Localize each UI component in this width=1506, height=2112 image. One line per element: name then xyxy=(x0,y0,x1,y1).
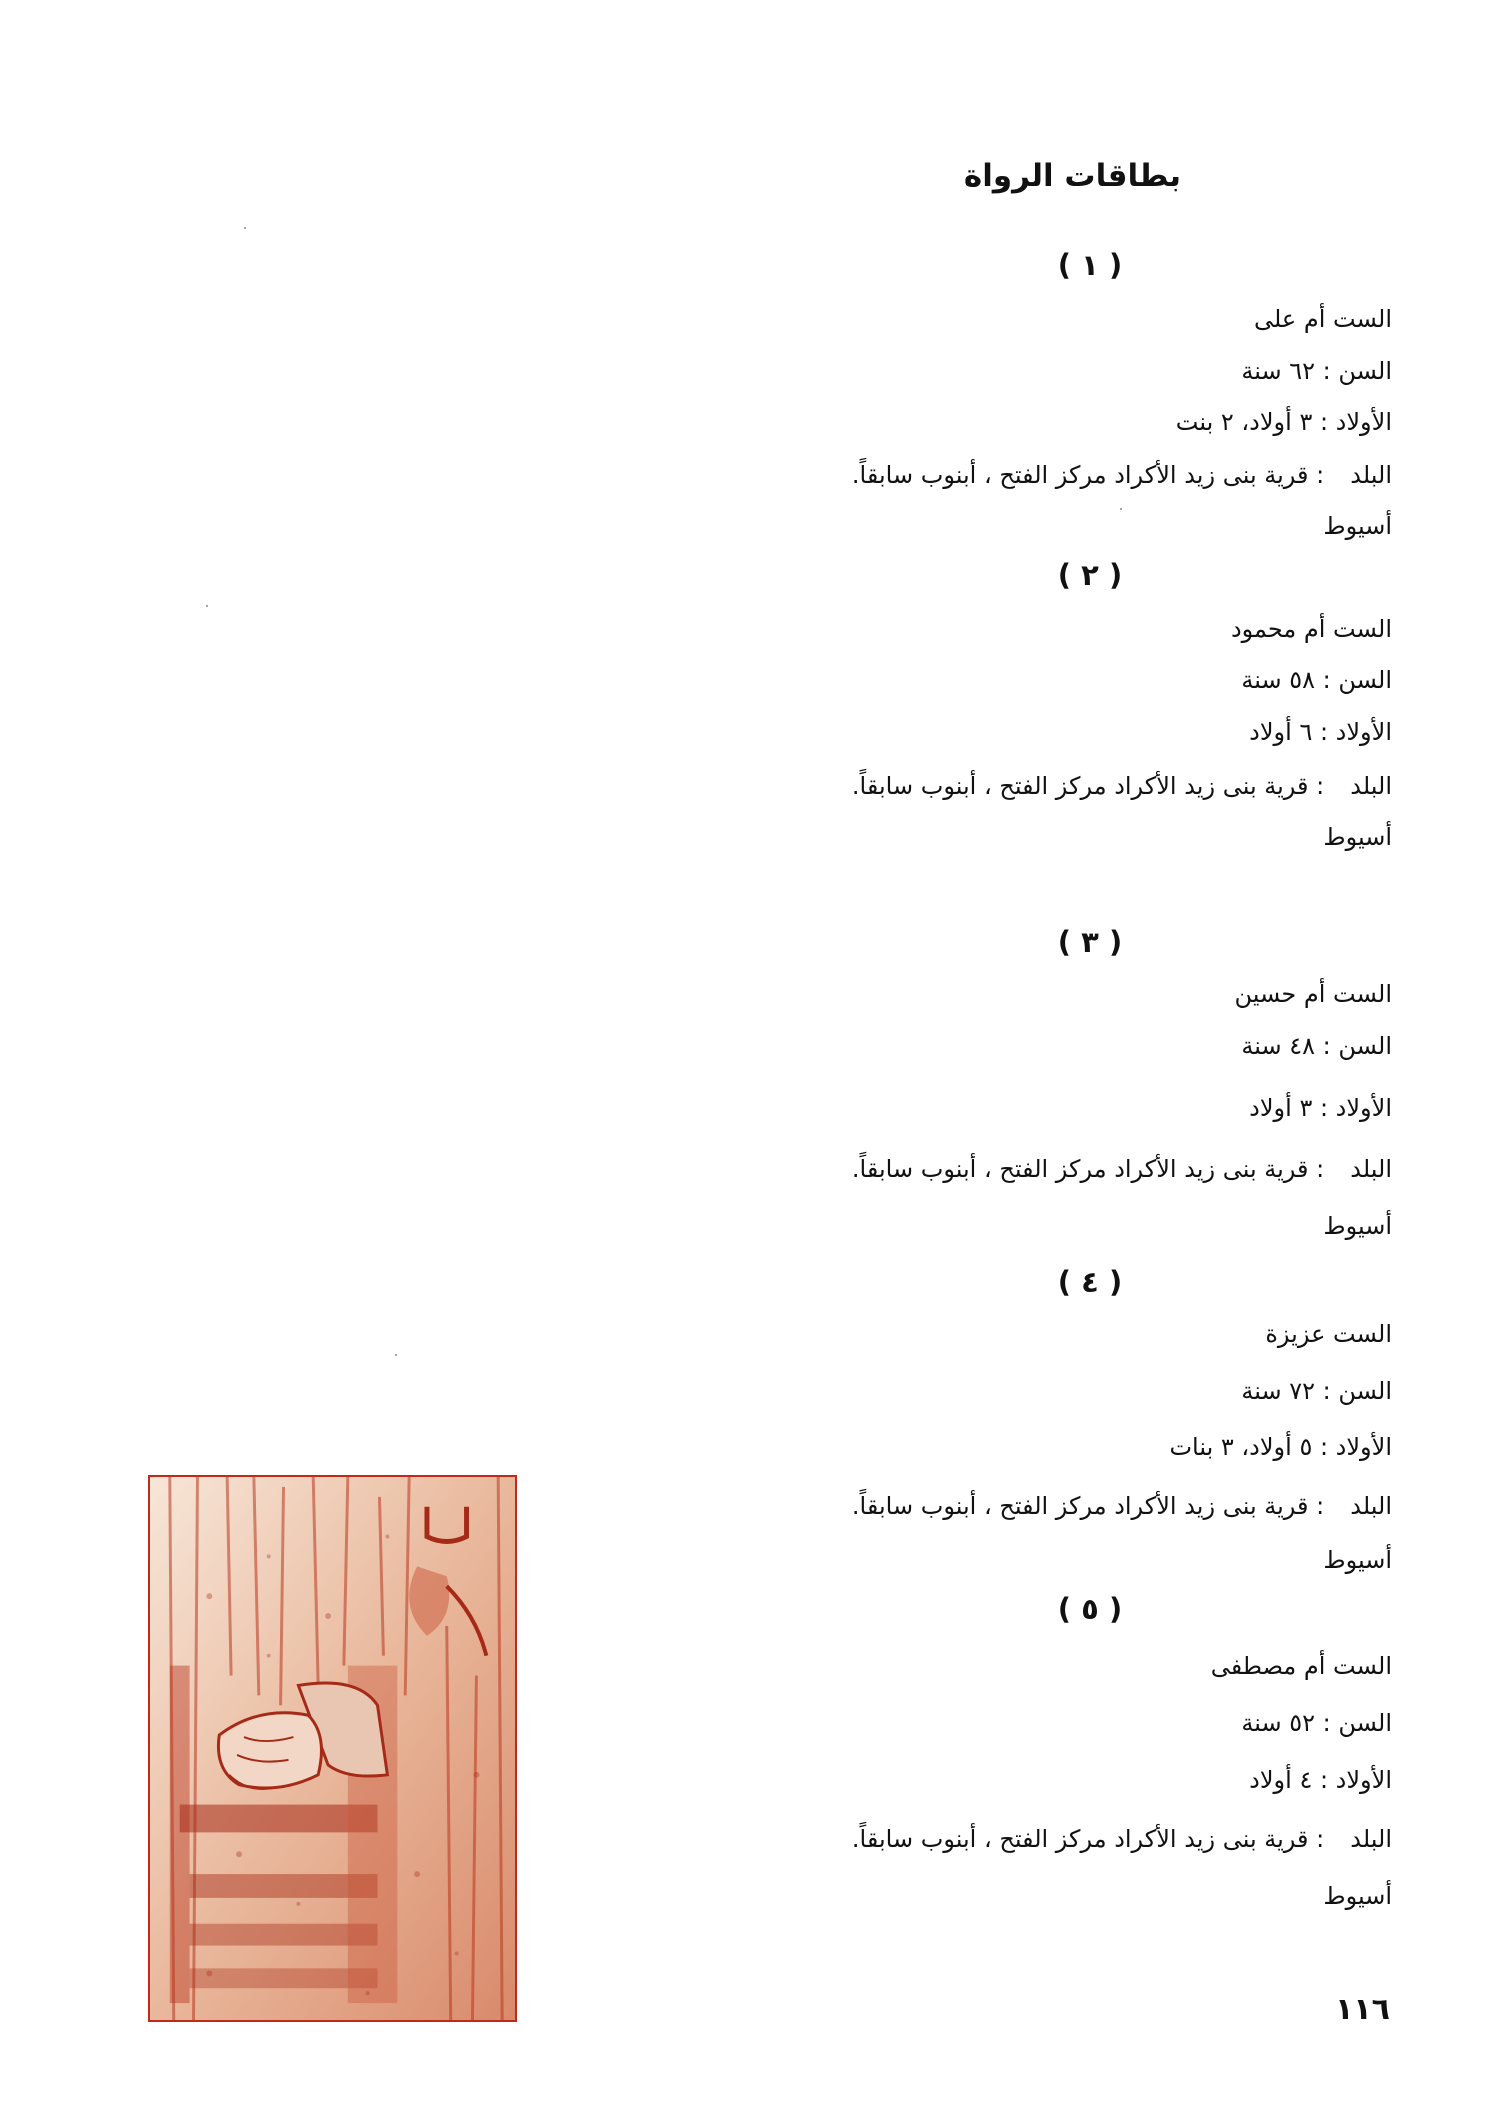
narrator-age: السن : ٦٢ سنة xyxy=(1241,357,1392,385)
carved-relief-illustration xyxy=(148,1475,517,2022)
scan-speck xyxy=(1120,508,1122,510)
narrator-age: السن : ٤٨ سنة xyxy=(1241,1032,1392,1060)
place-continuation: أسيوط xyxy=(1323,1546,1392,1574)
place-label: البلد xyxy=(1350,772,1392,800)
narrator-name: الست أم محمود xyxy=(1230,615,1392,643)
narrator-children: الأولاد : ٣ أولاد، ٢ بنت xyxy=(1175,408,1392,436)
scan-speck xyxy=(206,605,208,607)
place-label: البلد xyxy=(1350,1825,1392,1853)
narrator-age: السن : ٥٢ سنة xyxy=(1241,1709,1392,1737)
narrator-children: الأولاد : ٤ أولاد xyxy=(1249,1766,1392,1794)
narrator-age: السن : ٧٢ سنة xyxy=(1241,1377,1392,1405)
scan-speck xyxy=(244,227,246,229)
place-value: : قرية بنى زيد الأكراد مركز الفتح ، أبنوب سابقاً. xyxy=(851,461,1325,489)
card-number: ( ٣ ) xyxy=(1057,925,1123,959)
place-continuation: أسيوط xyxy=(1323,1212,1392,1240)
narrator-place xyxy=(852,1492,1392,1520)
narrator-name: الست أم مصطفى xyxy=(1210,1652,1392,1680)
narrator-name: الست أم حسين xyxy=(1234,980,1392,1008)
narrator-children: الأولاد : ٥ أولاد، ٣ بنات xyxy=(1169,1433,1392,1461)
place-value: : قرية بنى زيد الأكراد مركز الفتح ، أبنوب سابقاً. xyxy=(851,1155,1325,1183)
place-label: البلد xyxy=(1350,1492,1392,1520)
card-number: ( ١ ) xyxy=(1057,248,1123,282)
place-label: البلد xyxy=(1350,461,1392,489)
place-continuation: أسيوط xyxy=(1323,512,1392,540)
place-continuation: أسيوط xyxy=(1323,1882,1392,1910)
place-value: : قرية بنى زيد الأكراد مركز الفتح ، أبنوب سابقاً. xyxy=(851,1825,1325,1853)
place-value: : قرية بنى زيد الأكراد مركز الفتح ، أبنوب سابقاً. xyxy=(851,1492,1325,1520)
narrator-age: السن : ٥٨ سنة xyxy=(1241,666,1392,694)
card-number: ( ٢ ) xyxy=(1057,558,1123,592)
narrator-name: الست أم على xyxy=(1253,305,1392,333)
narrator-children: الأولاد : ٣ أولاد xyxy=(1249,1094,1392,1122)
narrator-name: الست عزيزة xyxy=(1265,1320,1392,1348)
scan-speck xyxy=(395,1354,397,1356)
relief-image xyxy=(150,1477,515,2020)
narrator-place xyxy=(852,461,1392,489)
card-number: ( ٥ ) xyxy=(1057,1592,1123,1626)
place-label: البلد xyxy=(1350,1155,1392,1183)
place-value: : قرية بنى زيد الأكراد مركز الفتح ، أبنوب سابقاً. xyxy=(851,772,1325,800)
narrator-children: الأولاد : ٦ أولاد xyxy=(1249,718,1392,746)
place-continuation: أسيوط xyxy=(1323,823,1392,851)
narrator-place xyxy=(852,1155,1392,1183)
page-title: بطاقات الرواة xyxy=(963,158,1181,194)
card-number: ( ٤ ) xyxy=(1057,1265,1123,1299)
page-number: ١١٦ xyxy=(1335,1992,1390,2027)
narrator-place xyxy=(852,1825,1392,1853)
narrator-place xyxy=(852,772,1392,800)
